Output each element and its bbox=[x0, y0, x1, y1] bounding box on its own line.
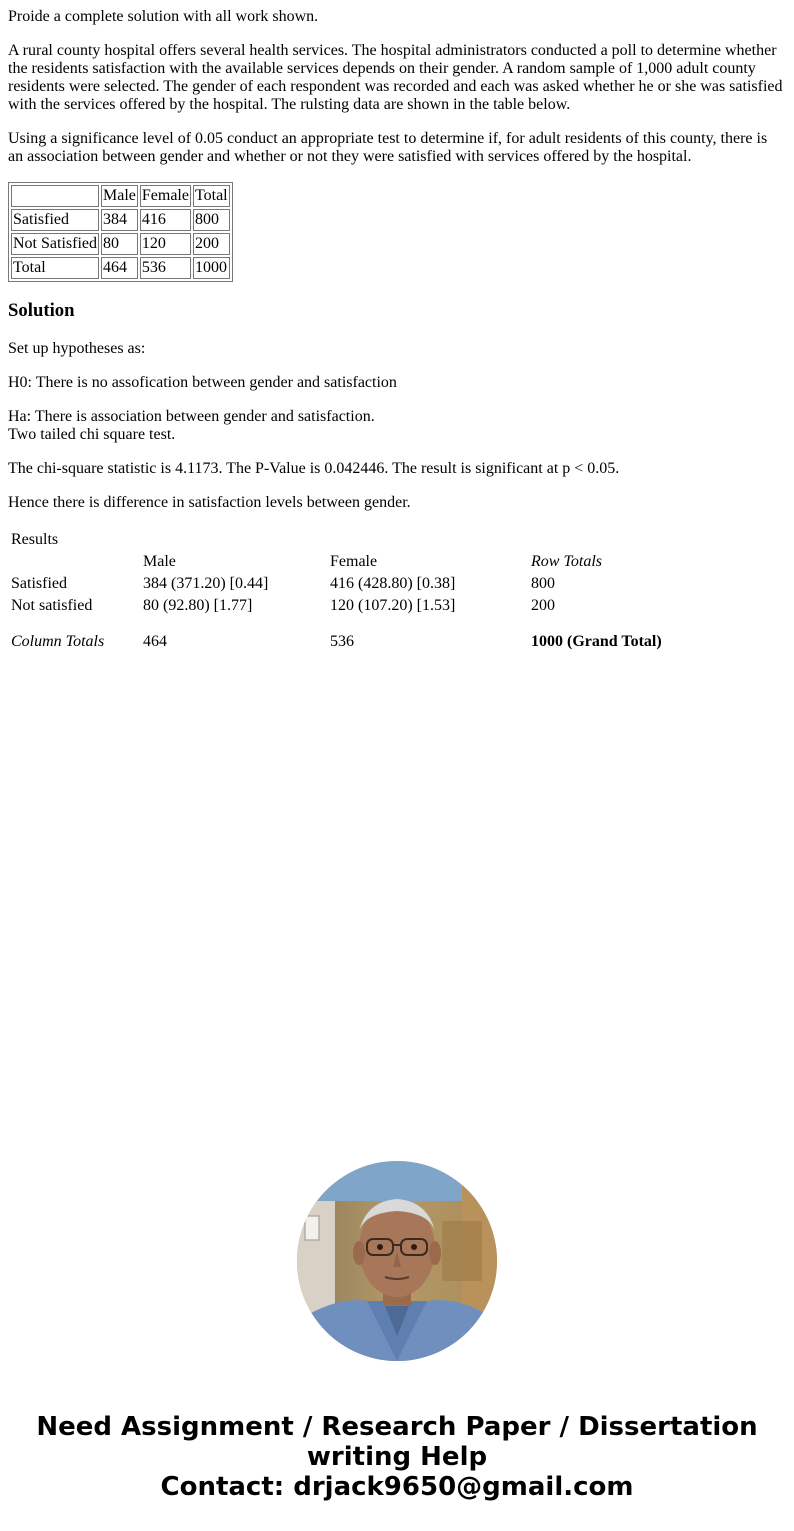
results-header-row bbox=[10, 552, 668, 572]
test-type: Two tailed chi square test. bbox=[8, 426, 176, 443]
footer-contact: Contact: drjack9650@gmail.com bbox=[160, 1472, 634, 1502]
table-cell: 800 bbox=[531, 575, 555, 592]
results-header-male: Male bbox=[143, 553, 176, 570]
conclusion: Hence there is difference in satisfaction levels between gender. bbox=[8, 494, 411, 511]
table-cell: 800 bbox=[193, 209, 230, 231]
table-header-cell: Female bbox=[140, 185, 191, 207]
solution-heading: Solution bbox=[8, 300, 75, 321]
results-title-row bbox=[10, 530, 668, 550]
table-row bbox=[11, 209, 230, 231]
table-cell: 464 bbox=[101, 257, 138, 279]
table-cell: 120 bbox=[140, 233, 191, 255]
results-header-female: Female bbox=[330, 553, 378, 570]
table-header-cell: Male bbox=[101, 185, 138, 207]
table-cell: 384 bbox=[101, 209, 138, 231]
table-cell: 200 bbox=[193, 233, 230, 255]
table-cell: 416 bbox=[140, 209, 191, 231]
table-cell: Satisfied bbox=[11, 209, 99, 231]
column-total-female: 536 bbox=[330, 633, 354, 650]
chi-square-statistic: The chi-square statistic is 4.1173. The P-Value is 0.042446. The result is significant at p < 0.05. bbox=[8, 460, 620, 477]
results-header-empty bbox=[10, 552, 140, 572]
alternative-hypothesis: Ha: There is association between gender and satisfaction. bbox=[8, 408, 375, 425]
table-cell: Satisfied bbox=[11, 575, 67, 592]
table-header-cell bbox=[11, 185, 99, 207]
table-header-cell: Total bbox=[193, 185, 230, 207]
table-cell: 120 (107.20) [1.53] bbox=[330, 597, 456, 614]
table-cell: 80 bbox=[101, 233, 138, 255]
table-cell: 536 bbox=[140, 257, 191, 279]
footer-line-2: writing Help bbox=[306, 1442, 488, 1472]
null-hypothesis: H0: There is no assofication between gender and satisfaction bbox=[8, 374, 397, 391]
table-cell: Total bbox=[11, 257, 99, 279]
footer-line-1: Need Assignment / Research Paper / Dissertation bbox=[36, 1412, 758, 1442]
contingency-table bbox=[8, 182, 233, 282]
table-cell: 80 (92.80) [1.77] bbox=[143, 597, 253, 614]
results-title: Results bbox=[11, 531, 59, 548]
hypotheses-setup: Set up hypotheses as: bbox=[8, 340, 146, 357]
question-intro: Proide a complete solution with all work shown. bbox=[8, 8, 319, 25]
table-cell: 416 (428.80) [0.38] bbox=[330, 575, 456, 592]
results-table bbox=[8, 528, 670, 654]
spacer-cell bbox=[10, 618, 668, 630]
column-totals-row bbox=[10, 632, 668, 652]
alternative-hypothesis-block bbox=[8, 408, 786, 444]
grand-total: 1000 (Grand Total) bbox=[531, 633, 662, 650]
table-row bbox=[11, 257, 230, 279]
table-header-row bbox=[11, 185, 230, 207]
document-content bbox=[0, 8, 794, 654]
table-cell: 384 (371.20) [0.44] bbox=[143, 575, 269, 592]
table-cell: Not satisfied bbox=[11, 597, 93, 614]
table-row bbox=[10, 596, 668, 616]
column-totals-label: Column Totals bbox=[11, 633, 105, 650]
results-header-row-totals: Row Totals bbox=[531, 553, 602, 570]
avatar bbox=[297, 1161, 497, 1361]
footer-banner bbox=[0, 1412, 794, 1502]
question-scenario: A rural county hospital offers several health services. The hospital administrators conducted a poll to determine whether the residents satisfaction with the available services depends on their gender. A random sample of 1,000 adult county residents were selected. The gender of each respondent was recorded and each was asked whether he or she was satisfied with the services offered by the hospital. The rulsting data are shown in the table below. bbox=[8, 42, 783, 113]
table-row bbox=[10, 574, 668, 594]
results-spacer-row bbox=[10, 618, 668, 630]
question-task: Using a significance level of 0.05 conduct an appropriate test to determine if, for adult residents of this county, there is an association between gender and whether or not they were satisfied with services offered by the hospital. bbox=[8, 130, 768, 165]
table-cell: 1000 bbox=[193, 257, 230, 279]
avatar-photo bbox=[297, 1161, 497, 1361]
column-total-male: 464 bbox=[143, 633, 167, 650]
table-cell: Not Satisfied bbox=[11, 233, 99, 255]
table-cell: 200 bbox=[531, 597, 555, 614]
table-row bbox=[11, 233, 230, 255]
